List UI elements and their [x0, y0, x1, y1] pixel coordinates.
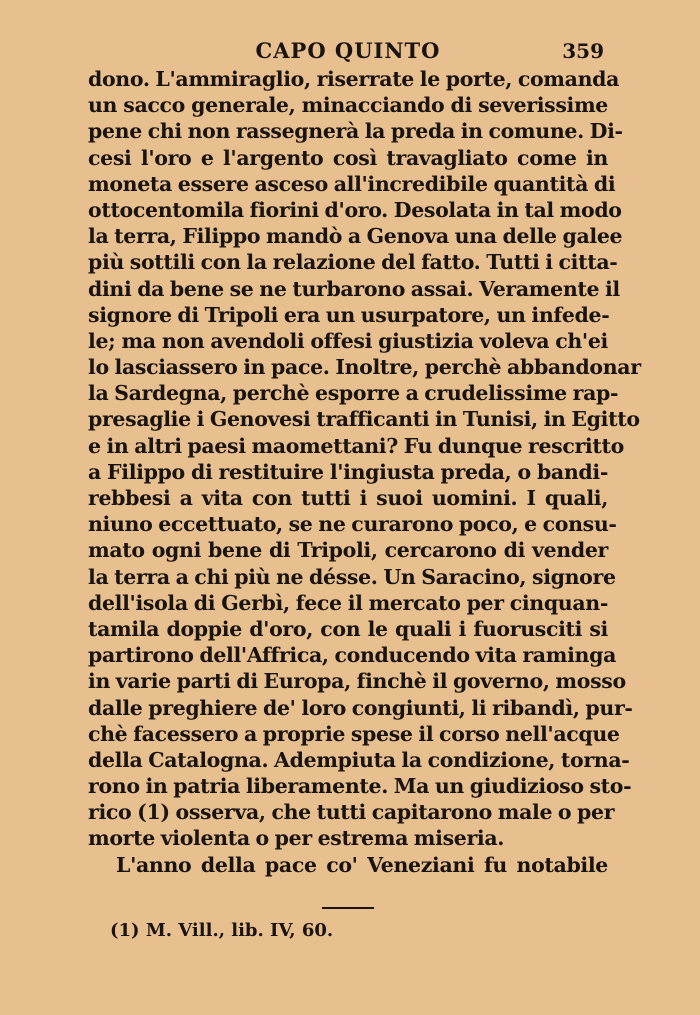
text-line: e in altri paesi maomettani? Fu dunque rescritto [88, 433, 624, 458]
text-line: chè facessero a proprie spese il corso nell'acque [88, 721, 620, 746]
running-head [88, 38, 608, 66]
text-line: moneta essere asceso all'incredibile quantità di [88, 171, 616, 196]
text-line: dell'isola di Gerbì, fece il mercato per cinquan- [88, 590, 608, 615]
text-line: della Catalogna. Adempiuta la condizione, torna- [88, 747, 630, 772]
text-line: le; ma non avendoli offesi giustizia voleva ch'ei [88, 328, 608, 353]
text-line: lo lasciassero in pace. Inoltre, perchè abbandonar [88, 355, 641, 380]
text-line: tamila doppie d'oro, con le quali i fuorusciti si [88, 616, 608, 641]
footnote-divider [322, 907, 374, 909]
text-line: la terra a chi più ne désse. Un Saracino, signore [88, 564, 616, 589]
body-text [88, 66, 641, 878]
text-line: la Sardegna, perchè esporre a crudelissime rap- [88, 381, 619, 406]
text-line: mato ogni bene di Tripoli, cercarono di vender [88, 538, 608, 563]
text-line: dini da bene se ne turbarono assai. Veramente il [88, 276, 620, 301]
text-line: in varie parti di Europa, finchè il governo, mosso [88, 669, 626, 694]
text-line: dono. L'ammiraglio, riserrate le porte, comanda [88, 67, 620, 91]
text-line: dalle preghiere de' loro congiunti, li ribandì, pur- [88, 695, 633, 720]
text-line: presaglie i Genovesi trafficanti in Tunisi, in Egitto [88, 407, 640, 432]
text-line: rico (1) osserva, che tutti capitarono male o per [88, 800, 615, 825]
text-line: niuno eccettuato, se ne curarono poco, e consu- [88, 512, 617, 537]
text-line: più sottili con la relazione del fatto. Tutti i citta- [88, 250, 618, 275]
footnote: (1) M. Vill., lib. IV, 60. [110, 920, 334, 941]
text-line-paragraph-start: L'anno della pace co' Veneziani fu notabile [116, 852, 608, 877]
text-line: signore di Tripoli era un usurpatore, un infede- [88, 302, 610, 327]
text-line: ottocentomila fiorini d'oro. Desolata in tal modo [88, 197, 622, 222]
page-number: 359 [562, 39, 604, 63]
text-line: pene chi non rassegnerà la preda in comune. Di- [88, 119, 623, 144]
text-line-paragraph-end: morte violenta o per estrema miseria. [88, 826, 505, 851]
text-line: cesi l'oro e l'argento così travagliato come in [88, 145, 608, 170]
text-line: rebbesi a vita con tutti i suoi uomini. I quali, [88, 486, 608, 510]
text-line: a Filippo di restituire l'ingiusta preda, o bandi- [88, 459, 608, 484]
text-line: la terra, Filippo mandò a Genova una delle galee [88, 224, 623, 249]
text-line: un sacco generale, minacciando di severissime [88, 93, 608, 118]
text-line: partirono dell'Affrica, conducendo vita raminga [88, 643, 616, 668]
chapter-title: CAPO QUINTO [255, 38, 441, 63]
text-line: rono in patria liberamente. Ma un giudizioso sto- [88, 774, 632, 799]
